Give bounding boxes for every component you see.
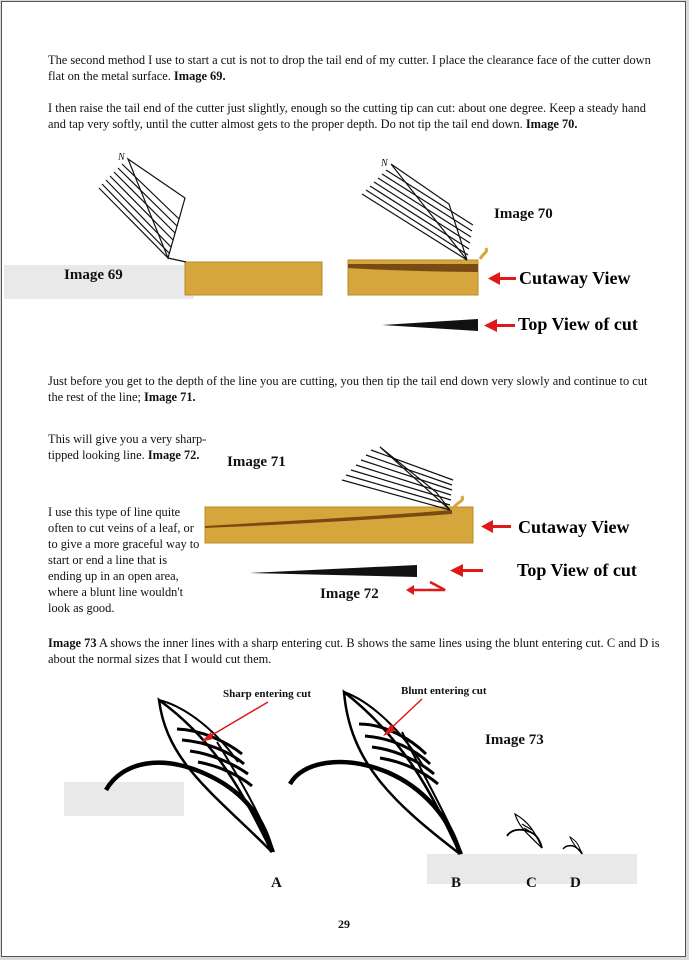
leaf-label-c: C <box>526 875 537 891</box>
image-72-label: Image 72 <box>320 586 379 602</box>
top-view-label-2: Top View of cut <box>517 560 637 580</box>
image-70-label: Image 70 <box>494 206 553 222</box>
leaf-label-d: D <box>570 875 581 891</box>
cutaway-view-label-1: Cutaway View <box>519 268 631 288</box>
ref-image-73: Image 73 <box>48 636 97 650</box>
image-71-label: Image 71 <box>227 454 286 470</box>
paragraph-raise-tail: I then raise the tail end of the cutter just slightly, enough so the cutting tip can cut: about one degree. Keep a steady hand and tap very softly, until the cutter almost gets to the proper depth. Do not tip the tail end down. Image 70. <box>48 101 646 131</box>
paragraph-image-73: Image 73 A shows the inner lines with a sharp entering cut. B shows the same lines using the blunt entering cut. C and D is about the normal sizes that I would cut them. <box>48 636 660 666</box>
leaf-b <box>290 692 460 854</box>
leaf-label-b: B <box>451 875 462 891</box>
top-view-label-1: Top View of cut <box>518 314 638 334</box>
ref-image-71: Image 71. <box>144 390 196 404</box>
paragraph-method-two: The second method I use to start a cut is not to drop the tail end of my cutter. I place the clearance face of the cutter down flat on the metal surface. Image 69. <box>48 53 651 83</box>
ref-image-70: Image 70. <box>525 117 578 131</box>
paragraph-leaf-veins: I use this type of line quite often to cut veins of a leaf, or to give a more graceful way to start or end a line that is ending up in an open area, where a blunt line wouldn't look as good. <box>48 505 200 615</box>
leaf-a <box>106 700 272 852</box>
ref-image-72: Image 72. <box>147 448 200 462</box>
cutter-mark-70: N <box>381 158 388 169</box>
blunt-entering-cut-label: Blunt entering cut <box>401 685 487 697</box>
cutter-mark-69: N <box>118 152 125 163</box>
ref-image-69: Image 69. <box>173 69 226 83</box>
image-69-label: Image 69 <box>64 267 123 283</box>
book-page <box>1 1 686 957</box>
paragraph-sharp-tipped: This will give you a very sharp-tipped looking line. Image 72. <box>48 432 207 462</box>
cutaway-view-label-2: Cutaway View <box>518 517 630 537</box>
image-73-label: Image 73 <box>485 732 544 748</box>
leaf-c <box>507 814 542 848</box>
page-number: 29 <box>338 917 350 931</box>
leaf-label-a: A <box>271 875 282 891</box>
arrow-blunt-entering <box>388 699 422 731</box>
figure-image-73 <box>2 2 686 902</box>
sharp-entering-cut-label: Sharp entering cut <box>223 688 311 700</box>
leaf-d <box>563 837 582 854</box>
paragraph-tip-down: Just before you get to the depth of the line you are cutting, you then tip the tail end down very slowly and continue to cut the rest of the line; Image 71. <box>48 374 648 404</box>
arrow-sharp-entering <box>207 702 268 738</box>
